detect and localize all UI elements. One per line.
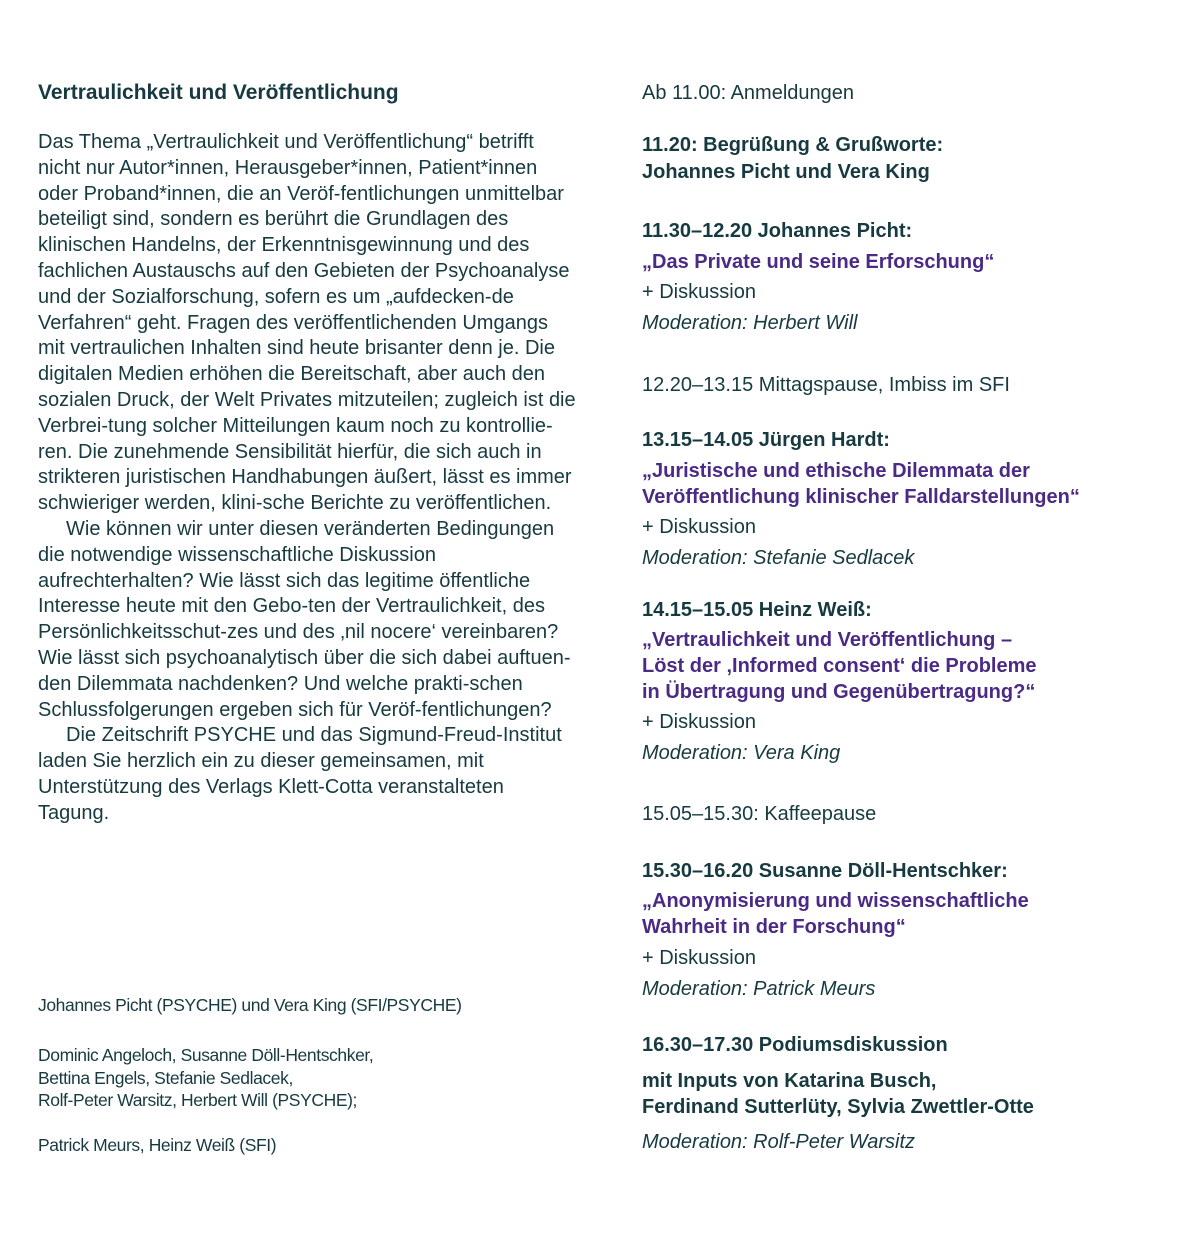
organizer-line: Dominic Angeloch, Susanne Döll-Hentschker,: [38, 1045, 374, 1065]
intro-paragraph-2: Wie können wir unter diesen veränderten Bedingungen die notwendige wissenschaftliche Diskussion aufrechterhalten? Wie lässt sich das legitime öffentliche Interesse heute mit den Gebo-ten der Vertraulichkeit, des Persönlichkeitsschut-zes und des ‚nil nocere‘ vereinbaren? Wie lässt sich psychoanalytisch über die sich dabei auftuen-den Dilemmata nachdenken? Und welche prakti-schen Schlussfolgerungen ergeben sich für Veröf-fentlichungen?: [38, 517, 571, 721]
talk-3-moderation: Moderation: Vera King: [642, 742, 841, 764]
panel-header: 16.30–17.30 Podiumsdiskussion: [642, 1034, 948, 1056]
talk-2-title-line: „Juristische und ethische Dilemmata der: [642, 460, 1030, 482]
talk-2-discussion: + Diskussion: [642, 516, 756, 538]
talk-4-discussion: + Diskussion: [642, 947, 756, 969]
talk-3-discussion: + Diskussion: [642, 711, 756, 733]
organizer-line: Bettina Engels, Stefanie Sedlacek,: [38, 1067, 293, 1088]
organizers-main: [38, 994, 462, 1017]
welcome-speakers: Johannes Picht und Vera King: [642, 161, 930, 183]
organizers-sfi: [38, 1134, 276, 1157]
organizer-line: Johannes Picht (PSYCHE) und Vera King (SFI/PSYCHE): [38, 995, 462, 1015]
intro-text: [38, 130, 578, 827]
coffee-break: 15.05–15.30: Kaffeepause: [642, 803, 877, 825]
lunch-break: 12.20–13.15 Mittagspause, Imbiss im SFI: [642, 374, 1010, 396]
talk-3-title-line: in Übertragung und Gegenübertragung?“: [642, 681, 1036, 703]
welcome-time: 11.20: Begrüßung & Grußworte:: [642, 134, 944, 156]
talk-3-title-line: Löst der ‚Informed consent‘ die Probleme: [642, 655, 1037, 677]
talk-1-header: 11.30–12.20 Johannes Picht:: [642, 220, 913, 242]
talk-4-moderation: Moderation: Patrick Meurs: [642, 978, 876, 1000]
panel-inputs-line: Ferdinand Sutterlüty, Sylvia Zwettler-Otte: [642, 1096, 1034, 1118]
talk-3-title-line: „Vertraulichkeit und Veröffentlichung –: [642, 629, 1013, 651]
talk-2-moderation: Moderation: Stefanie Sedlacek: [642, 547, 915, 569]
intro-paragraph-1: Das Thema „Vertraulichkeit und Veröffentlichung“ betrifft nicht nur Autor*innen, Herausgeber*innen, Patient*innen oder Proband*innen, die an Veröf-fentlichungen unmittelbar beteiligt sind, sondern es berührt die Grundlagen des klinischen Handelns, der Erkenntnisgewinnung und des fachlichen Austauschs auf den Gebieten der Psychoanalyse und der Sozialforschung, sofern es um „aufdecken-de Verfahren“ geht. Fragen des veröffentlichenden Umgangs mit vertraulichen Inhalten sind heute brisanter denn je. Die digitalen Medien erhöhen die Bereitschaft, aber auch den sozialen Druck, der Welt Privates mitzuteilen; zugleich ist die Verbrei-tung solcher Mitteilungen kaum noch zu kontrollie-ren. Die zunehmende Sensibilität hierfür, die sich auch in strikteren juristischen Handhabungen äußert, lässt es immer schwieriger werden, klini-sche Berichte zu veröffentlichen.: [38, 131, 576, 515]
talk-1-moderation: Moderation: Herbert Will: [642, 312, 858, 334]
organizer-line: Rolf-Peter Warsitz, Herbert Will (PSYCHE);: [38, 1090, 357, 1110]
talk-2-header: 13.15–14.05 Jürgen Hardt:: [642, 429, 890, 451]
talk-3-header: 14.15–15.05 Heinz Weiß:: [642, 599, 872, 621]
organizers-psyche: [38, 1044, 373, 1112]
panel-moderation: Moderation: Rolf-Peter Warsitz: [642, 1131, 916, 1153]
panel-inputs-line: mit Inputs von Katarina Busch,: [642, 1070, 937, 1092]
talk-4-title-line: „Anonymisierung und wissenschaftliche: [642, 890, 1029, 912]
talk-1-discussion: + Diskussion: [642, 281, 756, 303]
registration: Ab 11.00: Anmeldungen: [642, 82, 855, 104]
intro-column: [38, 80, 578, 1155]
talk-4-title-line: Wahrheit in der Forschung“: [642, 916, 906, 938]
talk-4-header: 15.30–16.20 Susanne Döll-Hentschker:: [642, 860, 1008, 882]
intro-title: Vertraulichkeit und Veröffentlichung: [38, 81, 399, 104]
talk-1-title: „Das Private und seine Erforschung“: [642, 251, 995, 273]
talk-2-title-line: Veröffentlichung klinischer Falldarstellungen“: [642, 486, 1080, 508]
organizer-line: Patrick Meurs, Heinz Weiß (SFI): [38, 1135, 277, 1155]
intro-paragraph-3: Die Zeitschrift PSYCHE und das Sigmund-Freud-Institut laden Sie herzlich ein zu dieser gemeinsamen, mit Unterstützung des Verlags Klett-Cotta veranstalteten Tagung.: [38, 724, 562, 824]
